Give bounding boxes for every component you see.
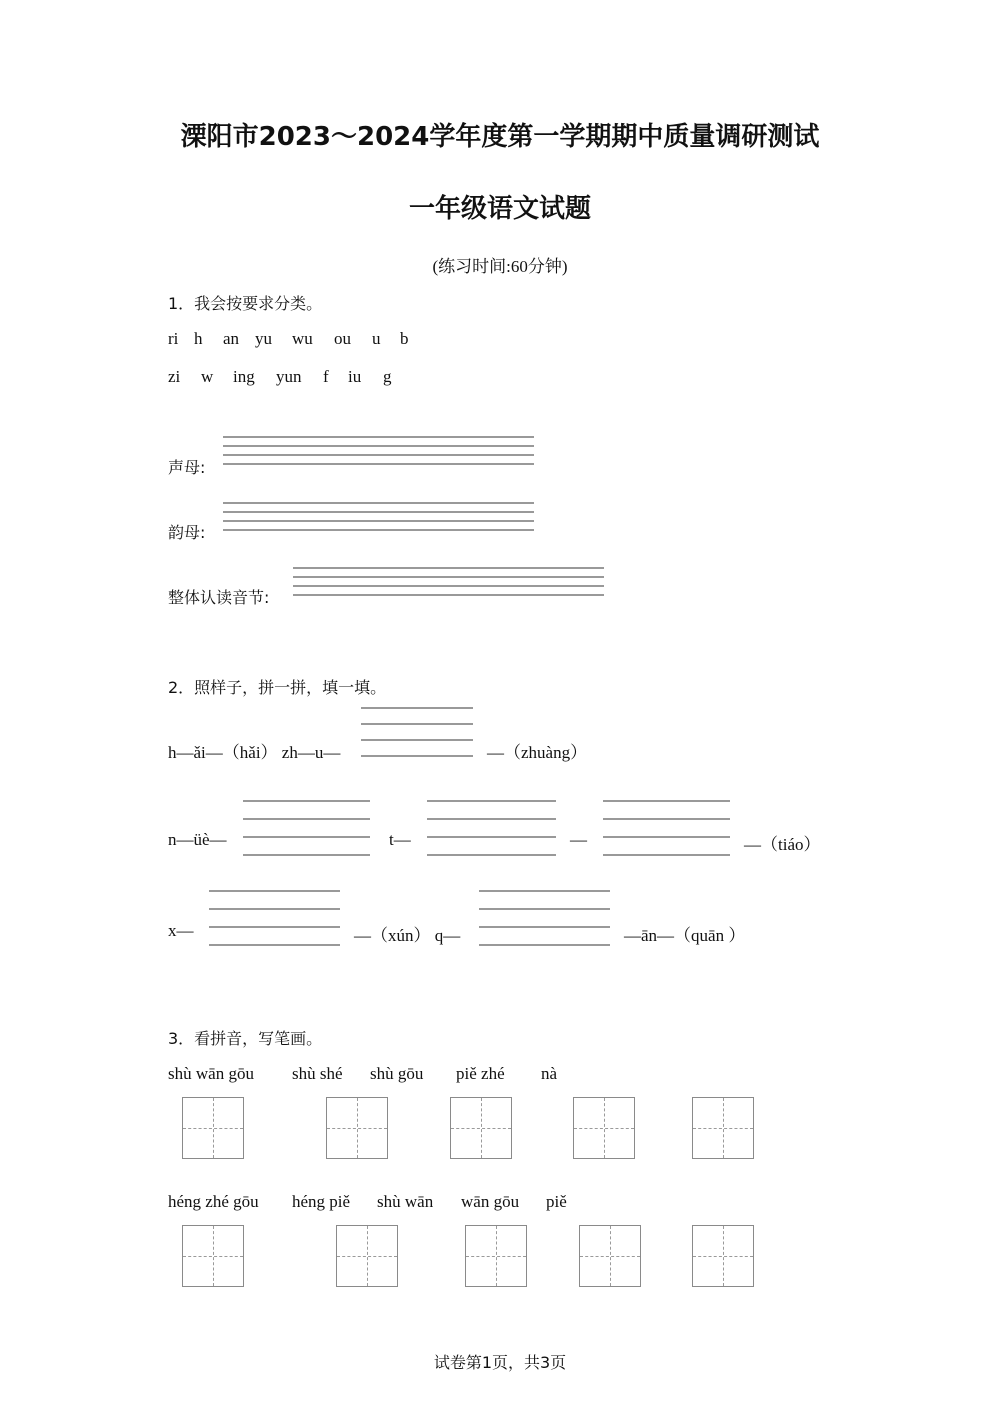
- answer-lines-zhengti[interactable]: [293, 567, 604, 597]
- pinyin-item: ri: [168, 329, 179, 348]
- stroke-pinyin: héng piě: [292, 1192, 351, 1211]
- label-shengmu: 声母:: [168, 458, 206, 477]
- q2-row3-text-a: x—: [168, 921, 194, 940]
- pinyin-item: g: [383, 367, 392, 386]
- q2-row1-text-b: —（zhuàng）: [487, 743, 588, 762]
- pinyin-writing-lines[interactable]: [479, 890, 610, 948]
- q2-row2-text-c: —: [570, 830, 587, 849]
- tianzige-box[interactable]: [465, 1225, 527, 1287]
- page-footer: 试卷第1页，共3页: [433, 1353, 567, 1372]
- pinyin-item: ou: [334, 329, 351, 348]
- tianzige-box[interactable]: [573, 1097, 635, 1159]
- question-2-prompt: 2．照样子，拼一拼，填一填。: [168, 678, 387, 697]
- page-title: 溧阳市2023～2024学年度第一学期期中质量调研测试: [180, 122, 820, 152]
- q2-row2-text-a: n—üè—: [168, 830, 227, 849]
- stroke-pinyin: piě zhé: [456, 1064, 505, 1083]
- question-3-prompt: 3．看拼音，写笔画。: [168, 1029, 323, 1048]
- tianzige-box[interactable]: [579, 1225, 641, 1287]
- pinyin-item: yu: [255, 329, 272, 348]
- pinyin-item: wu: [292, 329, 313, 348]
- tianzige-box[interactable]: [692, 1097, 754, 1159]
- stroke-pinyin: wān gōu: [461, 1192, 520, 1211]
- q2-row3-text-c: —ān—（quān ）: [624, 926, 746, 945]
- answer-lines-yunmu[interactable]: [223, 502, 534, 532]
- stroke-pinyin: shù gōu: [370, 1064, 424, 1083]
- tianzige-box[interactable]: [182, 1225, 244, 1287]
- pinyin-item: ing: [233, 367, 255, 386]
- pinyin-item: w: [201, 367, 214, 386]
- tianzige-box[interactable]: [692, 1225, 754, 1287]
- pinyin-writing-lines[interactable]: [243, 800, 370, 858]
- stroke-pinyin: shù wān: [377, 1192, 434, 1211]
- pinyin-item: f: [323, 367, 329, 386]
- pinyin-item: b: [400, 329, 409, 348]
- stroke-pinyin: piě: [546, 1192, 567, 1211]
- pinyin-writing-lines[interactable]: [427, 800, 556, 858]
- pinyin-item: yun: [276, 367, 302, 386]
- stroke-pinyin: héng zhé gōu: [168, 1192, 259, 1211]
- answer-lines-shengmu[interactable]: [223, 436, 534, 466]
- pinyin-item: h: [194, 329, 203, 348]
- tianzige-box[interactable]: [326, 1097, 388, 1159]
- pinyin-item: zi: [168, 367, 181, 386]
- page-subtitle: 一年级语文试题: [408, 194, 591, 224]
- q2-row3-text-b: —（xún） q—: [354, 926, 461, 945]
- label-yunmu: 韵母:: [168, 523, 206, 542]
- time-note: (练习时间:60分钟): [432, 257, 568, 276]
- pinyin-writing-lines[interactable]: [603, 800, 730, 858]
- question-1-prompt: 1．我会按要求分类。: [168, 294, 323, 313]
- pinyin-writing-lines[interactable]: [209, 890, 340, 948]
- pinyin-item: an: [223, 329, 240, 348]
- pinyin-writing-lines[interactable]: [361, 707, 473, 759]
- q2-row1-text-a: h—ǎi—（hǎi） zh—u—: [168, 743, 341, 762]
- stroke-pinyin: nà: [541, 1064, 558, 1083]
- pinyin-item: u: [372, 329, 381, 348]
- q2-row2-text-b: t—: [389, 830, 411, 849]
- label-zhengti: 整体认读音节:: [168, 588, 270, 607]
- stroke-pinyin: shù shé: [292, 1064, 343, 1083]
- tianzige-box[interactable]: [336, 1225, 398, 1287]
- tianzige-box[interactable]: [182, 1097, 244, 1159]
- q2-row2-text-d: —（tiáo）: [744, 835, 821, 854]
- pinyin-item: iu: [348, 367, 362, 386]
- stroke-pinyin: shù wān gōu: [168, 1064, 254, 1083]
- tianzige-box[interactable]: [450, 1097, 512, 1159]
